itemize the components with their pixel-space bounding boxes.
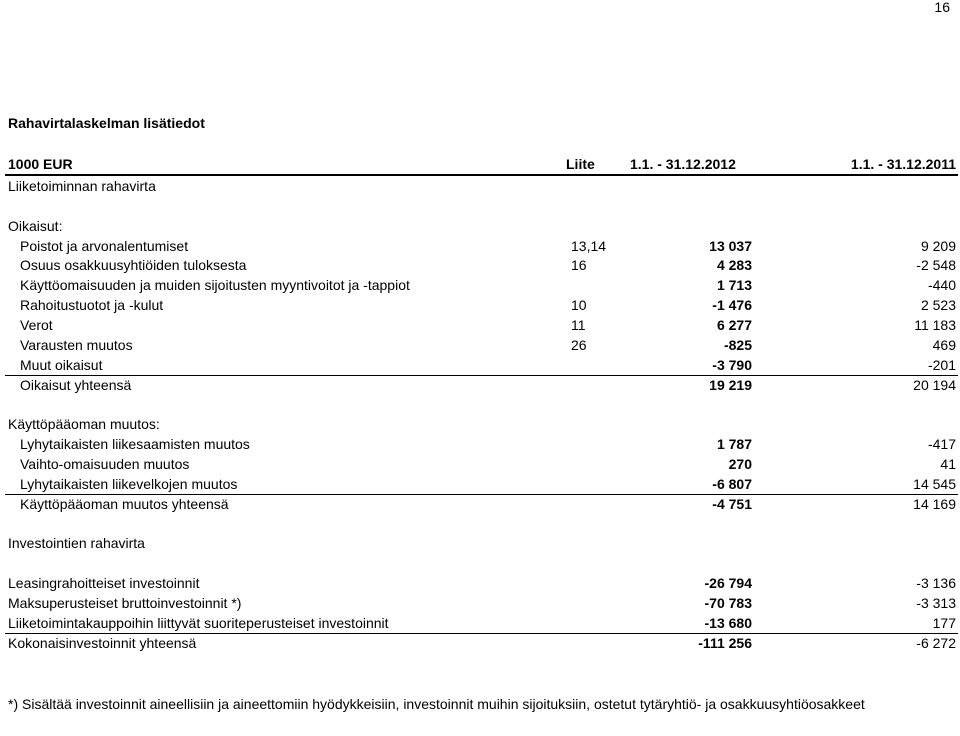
row-label: Rahoitustuotot ja -kulut [20,297,164,314]
row-label: Oikaisut: [8,217,63,234]
table-row [5,375,958,395]
section-heading: Rahavirtalaskelman lisätiedot [8,115,205,131]
row-label: Kokonaisinvestoinnit yhteensä [8,634,197,651]
row-note: 26 [571,336,587,353]
row-value-2012: 6 277 [716,316,752,333]
row-value-2011: 41 [940,455,956,472]
row-value-2012: -111 256 [698,634,752,651]
row-value-2011: -417 [927,436,956,453]
row-label: Varausten muutos [20,336,133,353]
row-label: Lyhytaikaisten liikesaamisten muutos [20,436,250,453]
table-row [5,255,958,275]
table-header [5,154,958,176]
row-label: Maksuperusteiset bruttoinvestoinnit *) [8,594,242,611]
table-row [5,553,958,573]
row-value-2012: -13 680 [704,614,752,631]
note-header: Liite [566,156,595,172]
row-value-2011: -3 136 [916,575,956,591]
table-row [5,434,958,454]
row-value-2012: -26 794 [704,575,752,591]
row-value-2012: -4 751 [712,495,752,512]
table-row [5,196,958,216]
row-value-2012: 1 787 [716,436,752,453]
row-value-2012: -1 476 [712,297,752,314]
row-label: Osuus osakkuusyhtiöiden tuloksesta [20,257,247,274]
row-value-2011: -201 [927,356,956,373]
row-value-2012: -70 783 [704,594,752,611]
row-value-2012: 13 037 [709,237,752,254]
row-value-2012: 1 713 [716,277,752,294]
row-label: Verot [20,316,53,333]
row-label: Vaihto-omaisuuden muutos [20,455,190,472]
row-value-2011: -6 272 [916,634,956,651]
row-note: 13,14 [571,237,607,254]
row-label: Muut oikaisut [20,356,103,373]
table-row [5,613,958,634]
row-label: Liiketoimintakauppoihin liittyvät suoriteperusteiset investoinnit [8,614,389,631]
table-row [5,355,958,376]
table-row [5,295,958,315]
row-label: Käyttöomaisuuden ja muiden sijoitusten myyntivoitot ja -tappiot [20,277,410,294]
page-number: 16 [934,0,950,15]
row-label: Oikaisut yhteensä [20,376,132,393]
row-note: 10 [571,297,587,314]
row-label: Liiketoiminnan rahavirta [8,178,156,194]
table-row [5,216,958,236]
row-value-2012: -825 [723,336,752,353]
row-value-2011: -3 313 [916,594,956,611]
row-value-2011: -2 548 [916,257,956,274]
row-value-2012: -3 790 [712,356,752,373]
row-label: Leasingrahoitteiset investoinnit [8,575,200,591]
row-value-2011: 14 169 [913,495,956,512]
row-value-2011: -440 [927,277,956,294]
row-note: 16 [571,257,587,274]
row-value-2012: 4 283 [716,257,752,274]
table-row [5,513,958,533]
row-note: 11 [571,316,586,333]
row-value-2011: 14 545 [913,475,956,492]
row-value-2011: 9 209 [920,237,956,254]
row-value-2011: 469 [932,336,956,353]
period-2012-header: 1.1. - 31.12.2012 [630,156,736,172]
table-row [5,573,958,593]
row-value-2012: -6 807 [712,475,752,492]
table-row [5,633,958,653]
unit-header: 1000 EUR [8,156,73,172]
row-value-2012: 270 [728,455,752,472]
row-value-2012: 19 219 [709,376,752,393]
table-row [5,494,958,514]
table-row [5,414,958,434]
table-row [5,474,958,495]
table-row [5,593,958,613]
table-row [5,394,958,414]
row-value-2011: 20 194 [913,376,956,393]
row-label: Lyhytaikaisten liikevelkojen muutos [20,475,238,492]
table-row [5,533,958,553]
row-value-2011: 11 183 [914,316,956,333]
table-row [5,454,958,474]
table-row [5,176,958,196]
table-row [5,335,958,355]
table-row [5,315,958,335]
row-label: Poistot ja arvonalentumiset [20,237,189,254]
row-value-2011: 177 [932,614,956,631]
footnote: *) Sisältää investoinnit aineellisiin ja aineettomiin hyödykkeisiin, investoinnit muihin sijoituksiin, ostetut tytäryhtiö- ja osakkuusyhtiöosakkeet [8,696,865,712]
row-label: Käyttöpääoman muutos: [8,416,160,433]
table-row [5,275,958,295]
row-label: Investointien rahavirta [8,535,145,552]
row-label: Käyttöpääoman muutos yhteensä [20,495,229,512]
period-2011-header: 1.1. - 31.12.2011 [850,156,956,172]
row-value-2011: 2 523 [920,297,956,314]
table-row [5,236,958,256]
